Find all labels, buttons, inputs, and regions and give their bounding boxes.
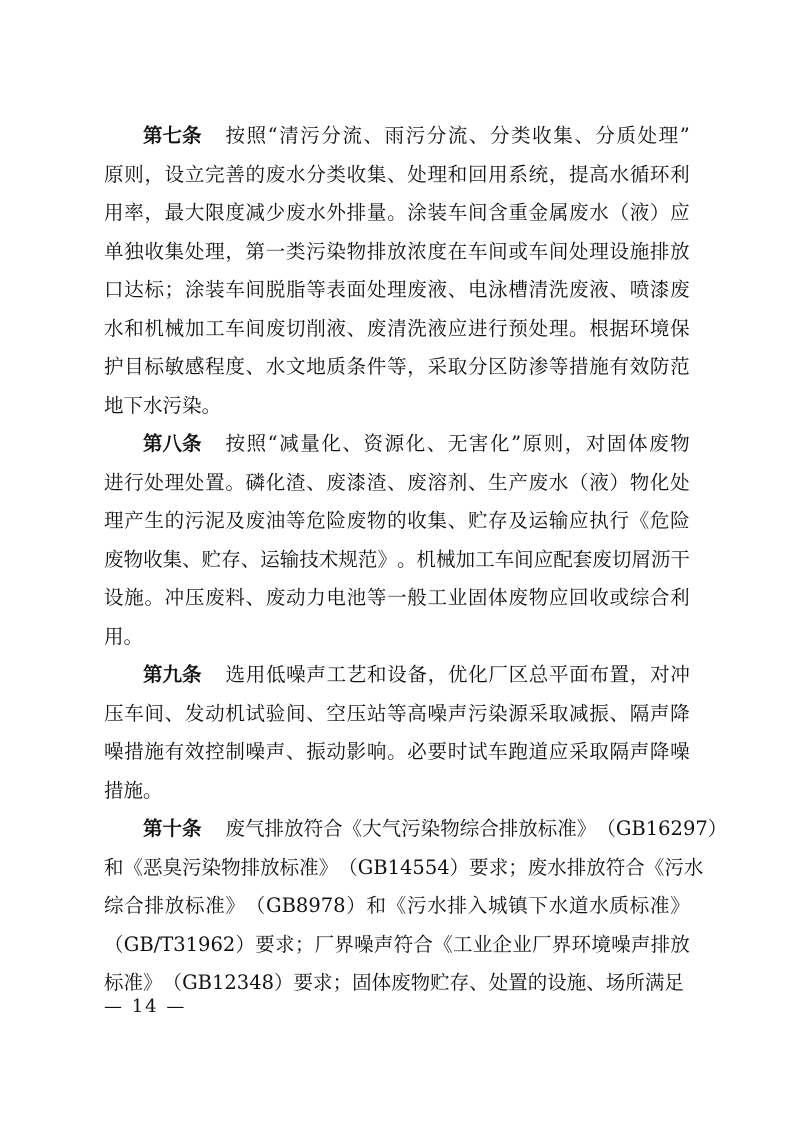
text-line xyxy=(104,772,690,811)
text-line xyxy=(104,579,690,618)
line-text: 原 则 ， 设 立 完 善 的 废 水 分 类 收 集 、 处 理 和 回 用 系 统 ， 提 高 水 循 环 利 xyxy=(104,162,690,186)
text-line xyxy=(104,233,690,272)
line-text: 废 气 排 放 符 合 《 大 气 污 染 物 综 合 排 放 标 准 》 （ GB16297 ） xyxy=(225,817,728,840)
page-number: — 14 — xyxy=(104,996,187,1017)
line-text: 单 独 收 集 处 理 ， 第 一 类 污 染 物 排 放 浓 度 在 车 间 或 车 间 处 理 设 施 排 放 xyxy=(104,239,690,263)
text-line xyxy=(104,387,690,426)
text-line xyxy=(104,849,704,888)
article-title: 第八条 xyxy=(143,432,202,455)
line-text: 口 达 标 ； 涂 装 车 间 脱 脂 等 表 面 处 理 废 液 、 电 泳 槽 清 洗 废 液 、 喷 漆 废 xyxy=(104,278,690,301)
line-text: 压 车 间 、 发 动 机 试 验 间 、 空 压 站 等 高 噪 声 污 染 源 采 取 减 振 、 隔 声 降 xyxy=(104,701,690,725)
line-text: 地 下 水 污 染 。 xyxy=(104,393,222,417)
article-paragraph xyxy=(104,425,690,656)
text-line xyxy=(104,887,690,926)
article-paragraph xyxy=(104,810,728,1003)
text-line xyxy=(104,695,690,734)
line-text: 用 。 xyxy=(104,624,144,648)
line-text: 废 物 收 集 、 贮 存 、 运 输 技 术 规 范 》 。 机 械 加 工 车 间 应 配 套 废 切 屑 沥 干 xyxy=(104,547,690,571)
text-line xyxy=(104,502,690,541)
text-line xyxy=(104,541,690,580)
text-line xyxy=(104,348,690,387)
article-title: 第九条 xyxy=(143,663,202,686)
line-text: 措 施 。 xyxy=(104,778,163,802)
text-line xyxy=(104,926,690,965)
line-text: 综 合 排 放 标 准 》 （ GB8978 ） 和 《 污 水 排 入 城 镇 下 水 道 水 质 标 准 》 xyxy=(104,894,690,917)
line-text: 按 照 “ 减 量 化 、 资 源 化 、 无 害 化 ” 原 则 ， 对 固 体 废 物 xyxy=(225,432,690,455)
text-line xyxy=(104,964,690,1003)
text-line xyxy=(104,271,690,310)
text-line xyxy=(104,310,690,349)
article-title: 第七条 xyxy=(143,124,202,147)
line-text: （ GB/T31962 ） 要 求 ； 厂 界 噪 声 符 合 《 工 业 企 业 厂 界 环 境 噪 声 排 放 xyxy=(104,932,690,956)
text-line xyxy=(104,156,690,195)
line-text: 进 行 处 理 处 置 。 磷 化 渣 、 废 漆 渣 、 废 溶 剂 、 生 产 废 水 （ 液 ） 物 化 处 xyxy=(104,470,690,494)
text-line xyxy=(104,656,690,695)
text-line xyxy=(104,117,690,156)
text-line xyxy=(104,618,690,657)
line-text: 噪 措 施 有 效 控 制 噪 声 、 振 动 影 响 。 必 要 时 试 车 跑 道 应 采 取 隔 声 降 噪 xyxy=(104,740,690,763)
line-text: 护 目 标 敏 感 程 度 、 水 文 地 质 条 件 等 ， 采 取 分 区 防 渗 等 措 施 有 效 防 范 xyxy=(104,355,690,378)
line-text: 理 产 生 的 污 泥 及 废 油 等 危 险 废 物 的 收 集 、 贮 存 及 运 输 应 执 行 《 危 险 xyxy=(104,509,690,532)
article-title: 第十条 xyxy=(143,817,202,840)
text-line xyxy=(104,733,690,772)
text-line xyxy=(104,425,690,464)
article-paragraph xyxy=(104,656,690,810)
article-paragraph xyxy=(104,117,690,425)
text-line xyxy=(104,810,728,849)
text-line xyxy=(104,464,690,503)
line-text: 用 率 ， 最 大 限 度 减 少 废 水 外 排 量 。 涂 装 车 间 含 重 金 属 废 水 （ 液 ） 应 xyxy=(104,201,690,224)
line-text: 水 和 机 械 加 工 车 间 废 切 削 液 、 废 清 洗 液 应 进 行 预 处 理 。 根 据 环 境 保 xyxy=(104,316,690,340)
line-text: 和 《 恶 臭 污 染 物 排 放 标 准 》 （ GB14554 ） 要 求 ； 废 水 排 放 符 合 《 污 水 xyxy=(104,855,704,879)
line-text: 按 照 “ 清 污 分 流 、 雨 污 分 流 、 分 类 收 集 、 分 质 处 理 ” xyxy=(225,124,690,147)
text-line xyxy=(104,194,690,233)
line-text: 设 施 。 冲 压 废 料 、 废 动 力 电 池 等 一 般 工 业 固 体 废 物 应 回 收 或 综 合 利 xyxy=(104,586,690,609)
document-body xyxy=(104,117,728,1003)
line-text: 选 用 低 噪 声 工 艺 和 设 备 ， 优 化 厂 区 总 平 面 布 置 ， 对 冲 xyxy=(225,663,690,686)
line-text: 标 准 》 （ GB12348 ） 要 求 ； 固 体 废 物 贮 存 、 处 置 的 设 施 、 场 所 满 足 xyxy=(104,971,684,994)
